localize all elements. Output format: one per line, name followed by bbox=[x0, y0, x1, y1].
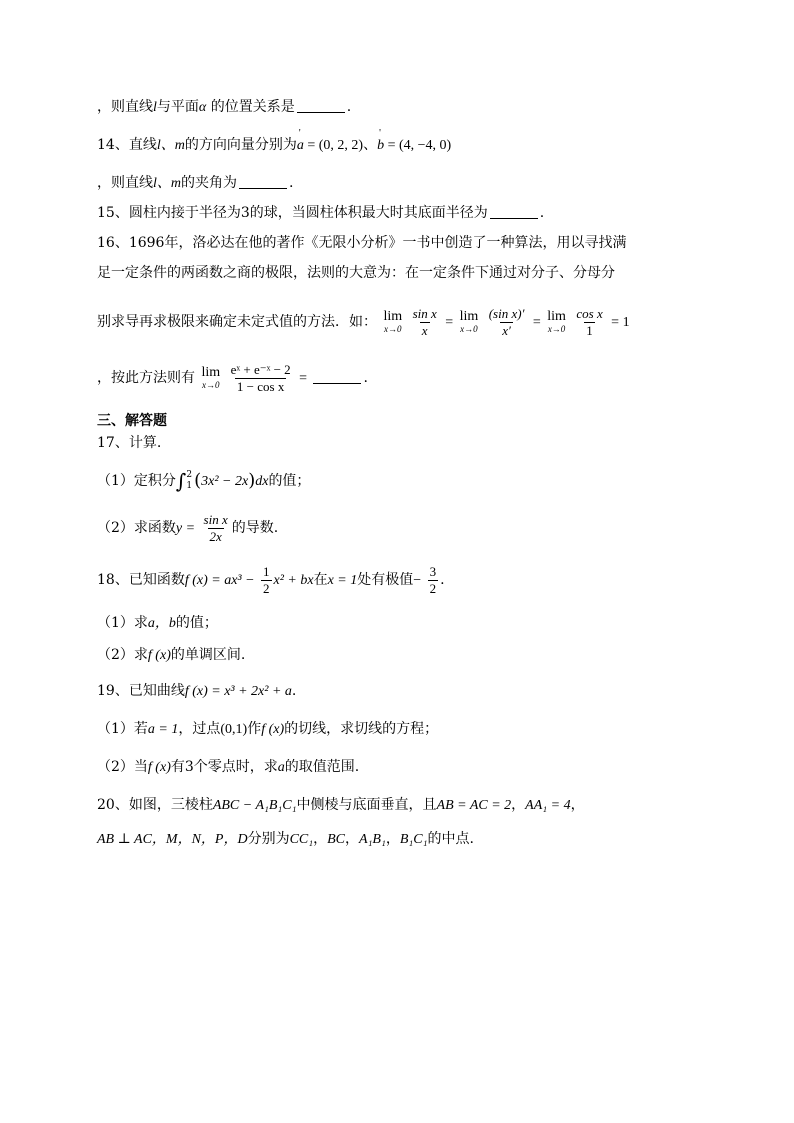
q16-frac-4-den: 1 − cos x bbox=[236, 378, 285, 394]
q20-line-1 bbox=[97, 794, 585, 817]
q16-frac-1 bbox=[411, 306, 439, 339]
q14-line-2 bbox=[97, 172, 293, 195]
q16-frac-3-num: cos x bbox=[576, 305, 603, 321]
q14-vector-b-value: = (4, −4, 0) bbox=[384, 138, 452, 153]
integral-sign: ∫ bbox=[175, 469, 187, 493]
q18-value bbox=[428, 564, 439, 597]
integral-lower: 1 bbox=[186, 481, 193, 491]
q19-p2-a: （2）当 bbox=[97, 759, 148, 775]
q18-p1-vars: a，b bbox=[147, 616, 176, 631]
q18-part-2 bbox=[97, 644, 245, 667]
q17-part-2 bbox=[97, 510, 278, 547]
q17-p1-suffix: 的值； bbox=[268, 473, 311, 489]
q15-answer-blank[interactable] bbox=[490, 204, 538, 219]
q16-eq-4: = bbox=[299, 371, 308, 386]
q16-frac-2-den: x′ bbox=[502, 322, 511, 338]
q20-eq2: AA₁ = 4 bbox=[525, 798, 571, 813]
q19-p2-b: 有3个零点时，求 bbox=[170, 759, 278, 775]
q16-line-4 bbox=[97, 360, 368, 397]
q13-end: . bbox=[346, 99, 352, 115]
q18-end: . bbox=[440, 572, 445, 588]
q16-eq-2: = bbox=[532, 315, 541, 330]
q16-lim-4 bbox=[201, 366, 220, 390]
q19-part-2 bbox=[97, 756, 359, 779]
q19-end: . bbox=[291, 683, 297, 699]
q14-answer-blank[interactable] bbox=[239, 174, 287, 189]
q20-text-c: 分别为 bbox=[247, 831, 290, 847]
q16-answer-blank[interactable] bbox=[313, 369, 361, 384]
q18-label: 18、已知函数 bbox=[97, 572, 185, 588]
q18-func-a: f (x) = ax³ − bbox=[184, 573, 255, 588]
q16-line-3 bbox=[97, 304, 630, 341]
q17-frac-den: 2x bbox=[209, 528, 222, 544]
q19-p1-d: 的切线，求切线的方程； bbox=[284, 721, 439, 737]
section-heading: 三、解答题 bbox=[97, 413, 167, 429]
q19-part-1 bbox=[97, 718, 438, 741]
q18-line bbox=[97, 562, 445, 599]
q13-alpha: α bbox=[198, 100, 207, 115]
q17-p2-label: （2）求函数 bbox=[97, 520, 176, 536]
q16-lim-3-word: lim bbox=[547, 309, 566, 324]
q16-frac-2 bbox=[487, 306, 527, 339]
q19-p1-c: 作 bbox=[247, 721, 262, 737]
q14-text: 的方向向量分别为 bbox=[184, 137, 297, 153]
q16-line-2 bbox=[97, 262, 615, 284]
q14-cont-vars: l、m bbox=[153, 176, 181, 191]
q18-p1-label: （1）求 bbox=[97, 615, 148, 631]
q17-p1-label: （1）定积分 bbox=[97, 473, 176, 489]
q20-seg-4: B₁C₁ bbox=[399, 832, 428, 847]
q13-line bbox=[97, 96, 351, 119]
q19-p1-f: f (x) bbox=[261, 722, 285, 737]
q19-p1-b: ，过点 bbox=[178, 721, 221, 737]
q18-func-b: x² + bx bbox=[273, 573, 314, 588]
q20-text-a: 20、如图，三棱柱 bbox=[97, 797, 213, 813]
q14-cont-text: 的夹角为 bbox=[181, 175, 237, 191]
q16-lim-4-word: lim bbox=[201, 365, 221, 380]
q17-frac bbox=[202, 512, 230, 545]
q19-p1-cond: a = 1 bbox=[147, 722, 179, 737]
q20-line-2 bbox=[97, 828, 474, 851]
q16-frac-1-num: sin x bbox=[412, 305, 437, 321]
q20-c1: ， bbox=[313, 831, 328, 847]
q18-half bbox=[261, 564, 272, 597]
q17-frac-num: sin x bbox=[203, 511, 228, 527]
q17-dx: dx bbox=[255, 474, 269, 489]
q16-frac-4 bbox=[229, 362, 293, 395]
q16-frac-4-num: eˣ + e⁻ˣ − 2 bbox=[230, 361, 291, 377]
q16-lim-1-word: lim bbox=[383, 309, 403, 324]
q20-perp: AB ⊥ AC bbox=[97, 832, 152, 847]
q19-p2-f: f (x) bbox=[147, 760, 171, 775]
q17-y-eq: y = bbox=[175, 521, 196, 536]
q20-text-b: 中侧棱与底面垂直，且 bbox=[296, 797, 437, 813]
q18-neg: − bbox=[413, 573, 422, 588]
q20-sep2: ， bbox=[570, 797, 585, 813]
q16-frac-2-num: (sin x)′ bbox=[488, 305, 525, 321]
q16-result: = 1 bbox=[611, 315, 630, 330]
q18-p2-label: （2）求 bbox=[97, 647, 148, 663]
q16-lim-2-sub: x→0 bbox=[460, 324, 478, 334]
q18-p2-suffix: 的单调区间. bbox=[170, 647, 246, 663]
q18-x1: x = 1 bbox=[327, 573, 358, 588]
q14-end: . bbox=[289, 175, 294, 191]
q16-eq-1: = bbox=[445, 315, 454, 330]
q16-text-1: 16、1696年，洛必达在他的著作《无限小分析》一书中创造了一种算法，用以寻找满 bbox=[97, 235, 627, 251]
q20-eq1: AB = AC = 2 bbox=[436, 798, 512, 813]
q17-part-1 bbox=[97, 466, 310, 497]
q18-half-num: 1 bbox=[263, 563, 270, 579]
q14-vector-a: ' a bbox=[297, 135, 304, 157]
q16-lim-3-sub: x→0 bbox=[547, 324, 566, 334]
q20-seg-1: CC₁ bbox=[289, 832, 314, 847]
q16-lim-2-word: lim bbox=[459, 309, 479, 324]
q20-points: ，M，N，P，D bbox=[151, 832, 248, 847]
q16-lim-2 bbox=[460, 310, 479, 334]
paren-open: ( bbox=[194, 470, 202, 491]
q18-p2-f: f (x) bbox=[147, 648, 171, 663]
q18-half-den: 2 bbox=[263, 580, 270, 596]
q14-vars: l、m bbox=[156, 138, 185, 153]
q16-lim-1-sub: x→0 bbox=[384, 324, 402, 334]
q13-mid: 与平面 bbox=[156, 99, 199, 115]
q16-frac-3 bbox=[574, 306, 604, 339]
q15-text: 15、圆柱内接于半径为3的球，当圆柱体积最大时其底面半径为 bbox=[97, 205, 488, 221]
q13-answer-blank[interactable] bbox=[297, 98, 345, 113]
q20-prism: ABC − A₁B₁C₁ bbox=[212, 798, 297, 813]
q20-c2: ， bbox=[345, 831, 360, 847]
q20-seg-2: BC bbox=[327, 832, 346, 847]
q18-part-1 bbox=[97, 612, 218, 635]
q16-lim-1 bbox=[383, 310, 402, 334]
q18-p1-suffix: 的值； bbox=[175, 615, 218, 631]
q19-line bbox=[97, 680, 296, 703]
q13-var-l: l bbox=[153, 100, 157, 115]
q14-cont-prefix: ，则直线 bbox=[97, 175, 153, 191]
q19-p1-point: (0,1) bbox=[220, 722, 248, 737]
q20-text-d: 的中点. bbox=[427, 831, 474, 847]
q16-lim-4-sub: x→0 bbox=[202, 380, 220, 390]
q20-sep1: ， bbox=[511, 797, 526, 813]
q16-text-3: 别求导再求极限来确定未定式值的方法．如： bbox=[97, 314, 377, 330]
q16-line-1 bbox=[97, 232, 626, 254]
q16-text-4: ，按此方法则有 bbox=[97, 370, 195, 386]
q16-text-2: 足一定条件的两函数之商的极限，法则的大意为：在一定条件下通过对分子、分母分 bbox=[97, 265, 615, 281]
q17-title: 17、计算. bbox=[97, 435, 162, 451]
q19-p2-var: a bbox=[277, 760, 285, 775]
q16-frac-1-den: x bbox=[421, 322, 428, 338]
q20-c3: ， bbox=[385, 831, 400, 847]
integral-upper: 2 bbox=[186, 470, 193, 480]
q16-lim-3 bbox=[547, 310, 566, 334]
q20-seg-3: A₁B₁ bbox=[359, 832, 386, 847]
q19-p1-a: （1）若 bbox=[97, 721, 148, 737]
q19-func: f (x) = x³ + 2x² + a bbox=[184, 684, 292, 699]
q18-value-den: 2 bbox=[429, 580, 437, 596]
q19-label: 19、已知曲线 bbox=[97, 683, 185, 699]
q18-at: 在 bbox=[313, 572, 328, 588]
q18-value-num: 3 bbox=[429, 563, 437, 579]
q17-p2-suffix: 的导数. bbox=[231, 520, 279, 536]
q14-label: 14、直线 bbox=[97, 137, 157, 153]
q14-vector-b: ' b bbox=[377, 135, 384, 157]
q19-p2-c: 的取值范围. bbox=[284, 759, 360, 775]
paren-close: ) bbox=[248, 470, 256, 491]
integral-limits bbox=[186, 470, 192, 492]
q14-vector-a-value: = (0, 2, 2) bbox=[303, 138, 364, 153]
q13-suffix: 的位置关系是 bbox=[210, 99, 295, 115]
q14-line bbox=[97, 134, 451, 157]
q15-end: . bbox=[539, 205, 545, 221]
q15-line bbox=[97, 202, 544, 224]
q16-end: . bbox=[363, 370, 368, 386]
q18-ext: 处有极值 bbox=[357, 572, 414, 588]
q16-frac-3-den: 1 bbox=[586, 322, 593, 338]
q14-sep: 、 bbox=[363, 137, 378, 153]
q17-integrand: 3x² − 2x bbox=[201, 474, 249, 489]
q13-prefix: ，则直线 bbox=[97, 99, 153, 115]
